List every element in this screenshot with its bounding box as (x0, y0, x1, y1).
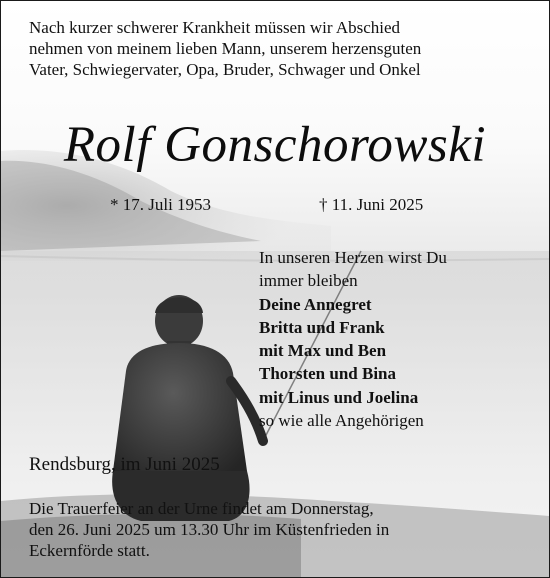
funeral-details (29, 498, 523, 561)
deceased-name: Rolf Gonschorowski (63, 117, 487, 173)
intro-line: Nach kurzer schwerer Krankheit müssen wir Abschied (29, 18, 401, 37)
death-date: † 11. Juni 2025 (319, 195, 424, 214)
funeral-line: Eckernförde statt. (29, 541, 150, 560)
mourners-closing: so wie alle Angehörigen (259, 411, 424, 431)
mourner-name: mit Linus und Joelina (259, 387, 419, 407)
birth-date: * 17. Juli 1953 (110, 195, 212, 214)
intro-line: nehmen von meinem lieben Mann, unserem herzensguten (29, 39, 422, 58)
intro-line: Vater, Schwiegervater, Opa, Bruder, Schwager und Onkel (29, 60, 421, 79)
mourner-name: Britta und Frank (259, 317, 385, 337)
place-and-date: Rendsburg, im Juni 2025 (29, 454, 220, 475)
intro-text (29, 17, 523, 80)
mourners-block (259, 246, 447, 432)
mourners-intro-line: In unseren Herzen wirst Du (259, 248, 447, 267)
funeral-line: den 26. Juni 2025 um 13.30 Uhr im Küstenfrieden in (29, 520, 390, 539)
mourner-name: Deine Annegret (259, 294, 372, 314)
funeral-line: Die Trauerfeier an der Urne findet am Donnerstag, (29, 499, 374, 518)
mourner-name: mit Max und Ben (259, 341, 387, 361)
mourners-intro-line: immer bleiben (259, 271, 358, 291)
mourner-name: Thorsten und Bina (259, 364, 396, 384)
